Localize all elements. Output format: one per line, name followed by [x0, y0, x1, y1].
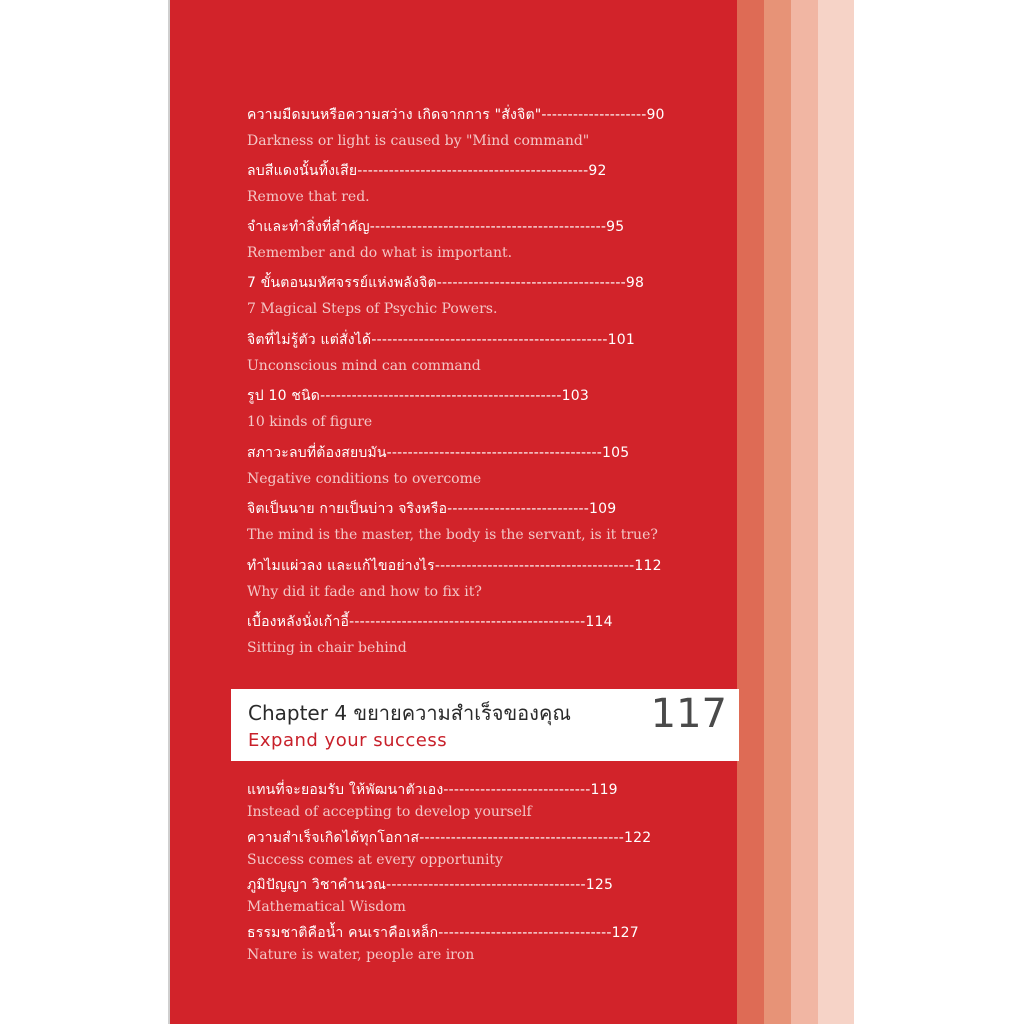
toc-entry-thai: ลบสีแดงนั้นทิ้งเสีย--------------------------------------------92 — [247, 163, 607, 179]
chapter-header — [231, 689, 739, 761]
toc-entry-thai: จำและทำสิ่งที่สำคัญ---------------------------------------------95 — [247, 219, 625, 235]
toc-entry-english: 7 Magical Steps of Psychic Powers. — [247, 301, 498, 317]
toc-entry-thai: ธรรมชาติคือน้ำ คนเราคือเหล็ก---------------------------------127 — [247, 925, 639, 941]
chapter-subtitle: Expand your success — [248, 730, 448, 751]
toc-entry-english: Success comes at every opportunity — [247, 852, 503, 868]
toc-entry-english: 10 kinds of figure — [247, 414, 373, 430]
toc-entry-english: Remember and do what is important. — [247, 245, 513, 261]
toc-entry-english: Negative conditions to overcome — [247, 471, 482, 487]
toc-entry-english: Why did it fade and how to fix it? — [247, 584, 482, 600]
toc-entry-thai: แทนที่จะยอมรับ ให้พัฒนาตัวเอง----------------------------119 — [247, 782, 618, 798]
toc-entry-english: Instead of accepting to develop yourself — [247, 804, 532, 820]
edge-stripe-2 — [764, 0, 791, 1024]
toc-entry-english: Darkness or light is caused by "Mind command" — [247, 133, 590, 149]
toc-entry-thai: จิตเป็นนาย กายเป็นบ่าว จริงหรือ---------------------------109 — [247, 501, 617, 517]
toc-entry-thai: 7 ขั้นตอนมหัศจรรย์แห่งพลังจิต------------------------------------98 — [247, 275, 645, 291]
toc-entry-thai: เบื้องหลังนั่งเก้าอี้---------------------------------------------114 — [247, 614, 613, 630]
toc-entry-english: Unconscious mind can command — [247, 358, 481, 374]
toc-entry-english: Mathematical Wisdom — [247, 899, 406, 915]
toc-entry-thai: จิตที่ไม่รู้ตัว แต่สั่งได้---------------------------------------------101 — [247, 332, 635, 348]
edge-stripe-3 — [791, 0, 818, 1024]
toc-entry-thai: ความสำเร็จเกิดได้ทุกโอกาส---------------------------------------122 — [247, 830, 652, 846]
toc-entry-english: The mind is the master, the body is the servant, is it true? — [247, 527, 658, 543]
toc-entry-english: Sitting in chair behind — [247, 640, 407, 656]
toc-entry-thai: สภาวะลบที่ต้องสยบมัน-----------------------------------------105 — [247, 445, 630, 461]
edge-stripe-1 — [737, 0, 764, 1024]
toc-entry-thai: รูป 10 ชนิด----------------------------------------------103 — [247, 388, 589, 404]
chapter-title: Chapter 4 ขยายความสำเร็จของคุณ — [248, 701, 571, 725]
chapter-page-number: 117 — [650, 691, 727, 737]
toc-entry-thai: ทำไมแผ่วลง และแก้ไขอย่างไร--------------------------------------112 — [247, 558, 662, 574]
toc-entry-thai: ภูมิปัญญา วิชาคำนวณ--------------------------------------125 — [247, 877, 614, 893]
toc-entry-thai: ความมืดมนหรือความสว่าง เกิดจากการ "สั่งจิต"--------------------90 — [247, 107, 665, 123]
toc-entry-english: Nature is water, people are iron — [247, 947, 475, 963]
toc-entry-english: Remove that red. — [247, 189, 370, 205]
edge-stripe-4 — [818, 0, 854, 1024]
